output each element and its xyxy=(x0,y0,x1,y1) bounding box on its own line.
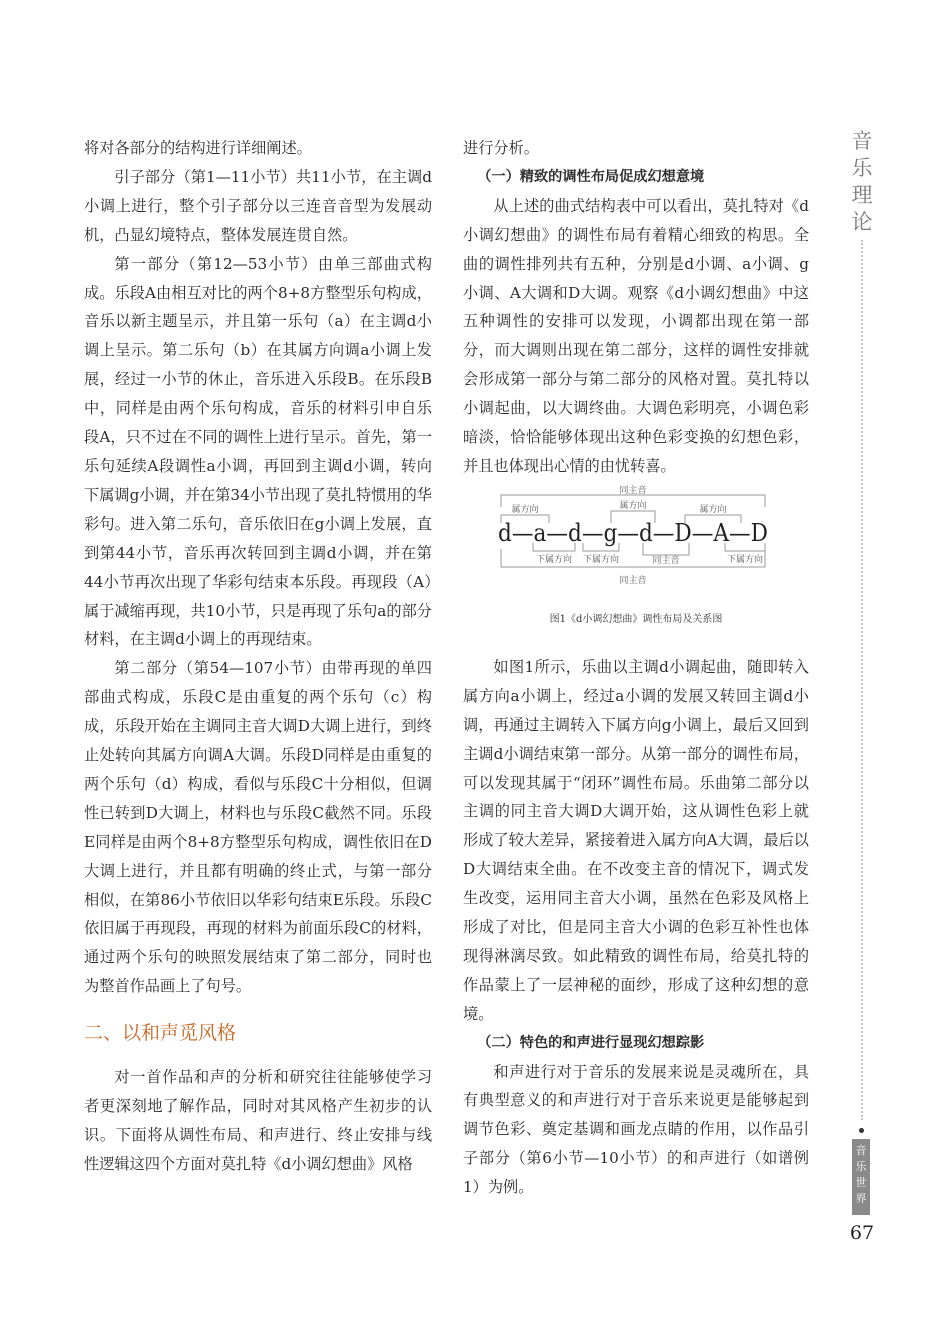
label-dominant: 属方向 xyxy=(511,504,539,515)
column-section-title xyxy=(850,128,874,236)
label-subdominant: 下属方向 xyxy=(535,554,573,565)
label-same-tonic-mid: 同主音 xyxy=(652,555,680,566)
label-same-tonic-bottom: 同主音 xyxy=(619,575,647,586)
paragraph: 第一部分（第12—53小节）由单三部曲式构成。乐段A由相互对比的两个8+8方整型乐句构成，音乐以新主题呈示，并且第一乐句（a）在主调d小调上呈示。第二乐句（b）在其属方向调a小调上发展，经过一小节的休止，音乐进入乐段B。在乐段B中，同样是由两个乐句构成，音乐的材料引申自乐段A，只不过在不同的调性上进行呈示。首先，第一乐句延续A段调性a小调，再回到主调d小调，转向下属调g小调，并在第34小节出现了莫扎特惯用的华彩句。进入第二乐句，音乐依旧在g小调上发展，直到第44小节，音乐再次转回到主调d小调，并在第44小节再次出现了华彩句结束本乐段。再现段（A）属于减缩再现，共10小节，只是再现了乐句a的部分材料，在主调d小调上的再现结束。 xyxy=(84,254,432,649)
badge-char: 音 xyxy=(855,1144,867,1157)
sidebar-dotted-divider xyxy=(861,240,863,1120)
tonality-diagram xyxy=(463,485,809,645)
right-column xyxy=(463,134,809,1202)
label-subdominant: 下属方向 xyxy=(726,554,764,565)
paragraph: 第二部分（第54—107小节）由带再现的单四部曲式构成，乐段C是由重复的两个乐句（c）构成，乐段开始在主调同主音大调D大调上进行，到终止处转向其属方向调A大调。乐段D同样是由重复的两个乐句（d）构成，看似与乐段C十分相似，但调性已转到D大调上，材料也与乐段C截然不同。乐段E同样是由两个8+8方整型乐句构成，调性依旧在D大调上进行，并且都有明确的终止式，与第一部分相似，在第86小节依旧以华彩句结束E乐段。乐段C依旧属于再现段，再现的材料为前面乐段C的材料，通过两个乐句的映照发展结束了第二部分，同时也为整首作品画上了句号。 xyxy=(84,659,432,996)
paragraph: 进行分析。 xyxy=(463,139,539,157)
paragraph: 引子部分（第1—11小节）共11小节，在主调d小调上进行，整个引子部分以三连音音型为发展动机，凸显幻境特点，整体发展连贯自然。 xyxy=(84,167,432,244)
section-title-char: 论 xyxy=(851,210,873,234)
label-dominant: 属方向 xyxy=(619,500,647,511)
badge-char: 乐 xyxy=(855,1160,867,1173)
subsection-heading: （二）特色的和声进行显现幻想踪影 xyxy=(477,1034,705,1051)
section-title-char: 乐 xyxy=(851,156,873,180)
journal-name-badge xyxy=(852,1139,870,1215)
tonality-diagram-svg xyxy=(493,485,773,611)
paragraph: 和声进行对于音乐的发展来说是灵魂所在，具有典型意义的和声进行对于音乐来说更是能够起到调节色彩、奠定基调和画龙点睛的作用，以作品引子部分（第6小节—10小节）的和声进行（如谱例1）为例。 xyxy=(463,1062,809,1197)
left-column xyxy=(84,134,432,1179)
label-same-tonic-top: 同主音 xyxy=(619,485,647,496)
badge-char: 世 xyxy=(855,1176,867,1189)
subsection-heading: （一）精致的调性布局促成幻想意境 xyxy=(477,168,705,185)
paragraph: 将对各部分的结构进行详细阐述。 xyxy=(84,139,312,157)
tonality-sequence: d—a—d—g—d—D—A—D xyxy=(498,518,768,547)
label-dominant: 属方向 xyxy=(699,504,727,515)
badge-char: 界 xyxy=(855,1192,867,1205)
paragraph: 如图1所示，乐曲以主调d小调起曲，随即转入属方向a小调上，经过a小调的发展又转回主调d小调，再通过主调转入下属方向g小调上，最后又回到主调d小调结束第一部分。从第一部分的调性布局，可以发现其属于“闭环”调性布局。乐曲第二部分以主调的同主音大调D大调开始，这从调性色彩上就形成了较大差异，紧接着进入属方向A大调，最后以D大调结束全曲。在不改变主音的情况下，调式发生改变，运用同主音大小调，虽然在色彩及风格上形成了对比，但是同主音大小调的色彩互补性也体现得淋漓尽致。如此精致的调性布局，给莫扎特的作品蒙上了一层神秘的面纱，形成了这种幻想的意境。 xyxy=(463,657,809,1023)
badge-dot xyxy=(859,1128,864,1133)
paragraph: 对一首作品和声的分析和研究往往能够使学习者更深刻地了解作品，同时对其风格产生初步的认识。下面将从调性布局、和声进行、终止安排与线性逻辑这四个方面对莫扎特《d小调幻想曲》风格 xyxy=(84,1068,432,1173)
section-title-char: 音 xyxy=(851,129,873,153)
label-subdominant: 下属方向 xyxy=(582,554,620,565)
section-heading: 二、以和声觅风格 xyxy=(84,1022,237,1045)
page-number: 67 xyxy=(849,1222,875,1244)
section-title-char: 理 xyxy=(851,183,873,207)
paragraph: 从上述的曲式结构表中可以看出，莫扎特对《d小调幻想曲》的调性布局有着精心细致的构思。全曲的调性排列共有五种，分别是d小调、a小调、g小调、A大调和D大调。观察《d小调幻想曲》中这五种调性的安排可以发现，小调都出现在第一部分，而大调则出现在第二部分，这样的调性安排就会形成第一部分与第二部分的风格对置。莫扎特以小调起曲，以大调终曲。大调色彩明亮，小调色彩暗淡，恰恰能够体现出这种色彩变换的幻想色彩，并且也体现出心情的由忧转喜。 xyxy=(463,196,809,475)
figure-caption: 图1《d小调幻想曲》调性布局及关系图 xyxy=(549,613,723,625)
